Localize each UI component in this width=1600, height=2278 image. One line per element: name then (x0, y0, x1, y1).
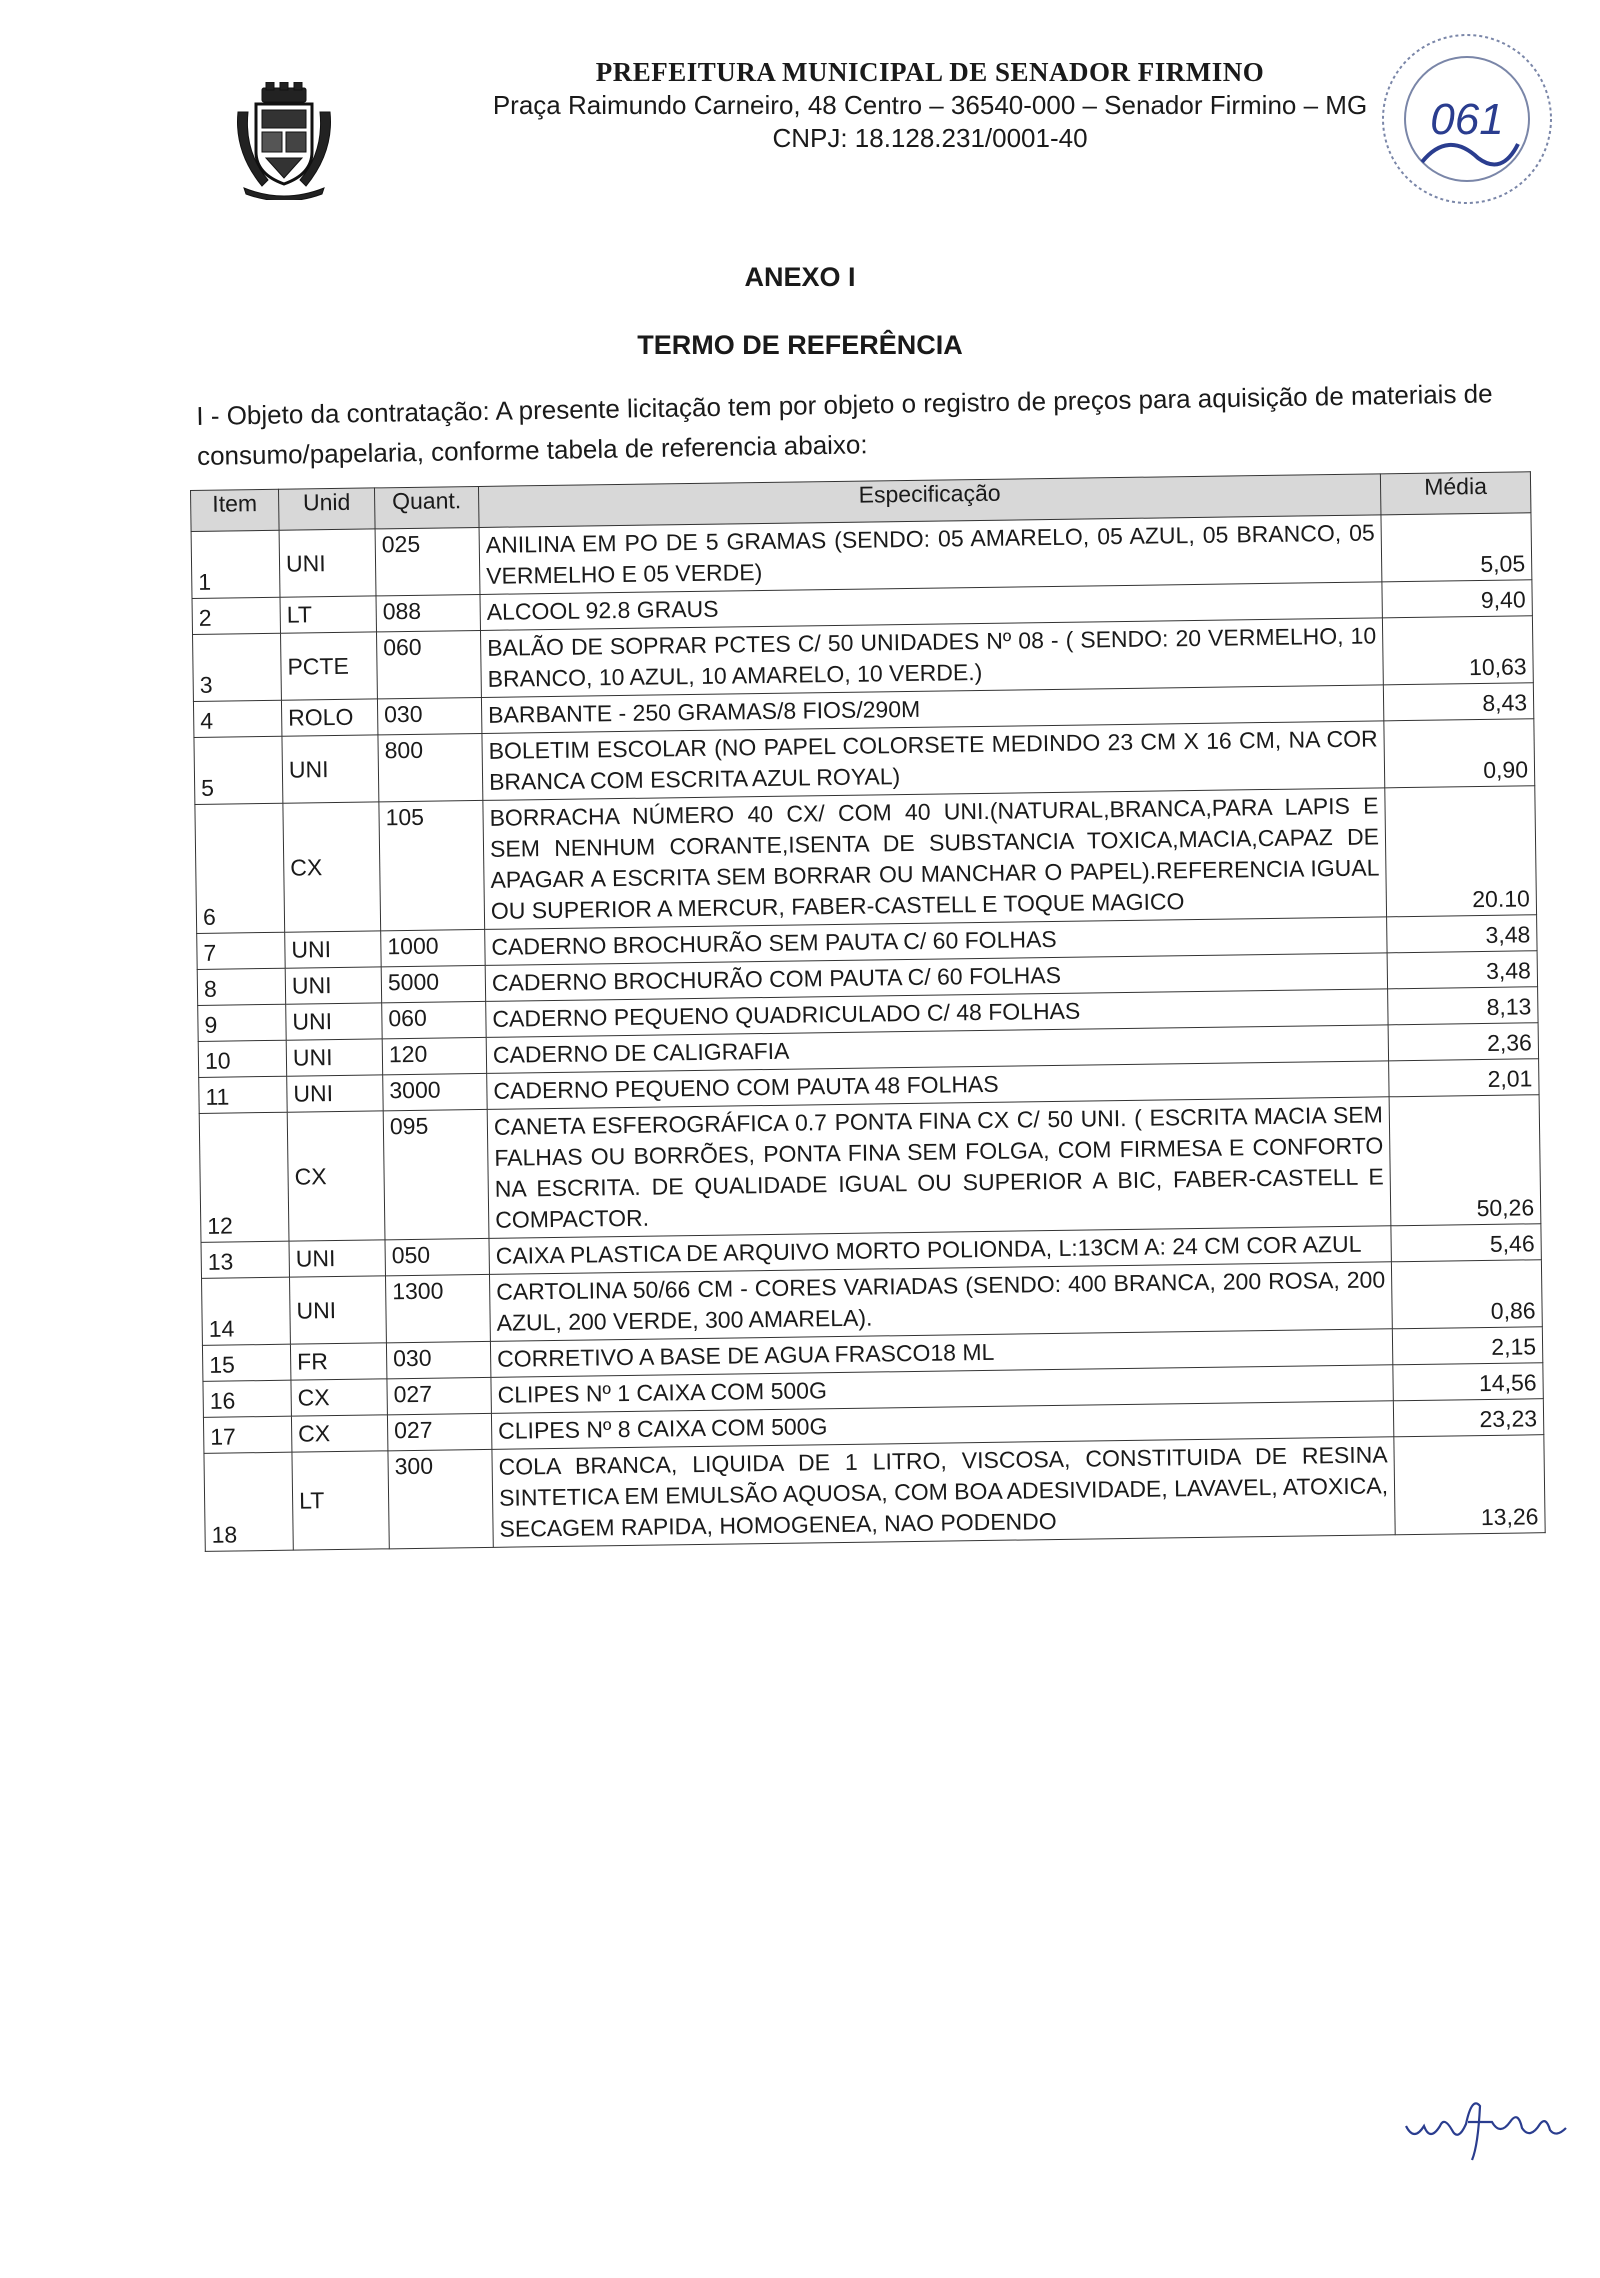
cell-quant: 120 (382, 1037, 486, 1074)
cell-spec: CADERNO PEQUENO COM PAUTA 48 FOLHAS (487, 1061, 1389, 1110)
stamp-number: 061 (1430, 95, 1504, 144)
cell-unid: CX (283, 802, 381, 932)
cell-unid: UNI (285, 967, 381, 1004)
cell-spec: CADERNO BROCHURÃO SEM PAUTA C/ 60 FOLHAS (485, 917, 1387, 966)
cell-item: 5 (194, 736, 283, 804)
cell-quant: 1000 (381, 929, 485, 966)
cell-quant: 800 (378, 733, 483, 801)
cell-quant: 030 (386, 1341, 490, 1378)
cell-spec: BARBANTE - 250 GRAMAS/8 FIOS/290M (481, 685, 1383, 734)
cell-unid: PCTE (281, 632, 378, 700)
cell-spec: BALÃO DE SOPRAR PCTES C/ 50 UNIDADES Nº 08 - ( SENDO: 20 VERMELHO, 10 BRANCO, 10 AZUL, 10 AMARELO, 10 VERDE.) (480, 618, 1383, 698)
cell-item: 6 (195, 803, 285, 933)
cell-quant: 027 (387, 1413, 491, 1450)
cell-unid: FR (290, 1343, 386, 1380)
reference-table (190, 471, 1546, 1552)
cell-spec: CLIPES Nº 8 CAIXA COM 500G (491, 1401, 1393, 1450)
cell-spec: ANILINA EM PO DE 5 GRAMAS (SENDO: 05 AMARELO, 05 AZUL, 05 BRANCO, 05 VERMELHO E 05 VERDE) (479, 515, 1382, 595)
cell-spec: CARTOLINA 50/66 CM - CORES VARIADAS (SENDO: 400 BRANCA, 200 ROSA, 200 AZUL, 200 VERDE, 300 AMARELA). (489, 1262, 1392, 1342)
cell-spec: CANETA ESFEROGRÁFICA 0.7 PONTA FINA CX C/ 50 UNI. ( ESCRITA MACIA SEM FALHAS OU BORRÕES, PONTA FINA SEM FOLGA, COM FIRMESA E CONFORTO NA ESCRITA. DE QUALIDADE IGUAL OU SUPERIOR A BIC, FABER-CASTELL E COMPACTOR. (487, 1097, 1391, 1239)
cell-unid: UNI (285, 931, 381, 968)
cell-media: 3,48 (1387, 951, 1537, 989)
cell-spec: CADERNO PEQUENO QUADRICULADO C/ 48 FOLHAS (486, 989, 1388, 1038)
cell-media: 8,13 (1388, 987, 1538, 1025)
cell-media: 14,56 (1393, 1363, 1543, 1401)
cell-quant: 060 (382, 1001, 486, 1038)
cell-item: 3 (193, 633, 282, 701)
doc-title: TERMO DE REFERÊNCIA (637, 330, 963, 360)
cell-item: 2 (192, 597, 280, 634)
cell-media: 50,26 (1389, 1095, 1541, 1226)
cell-media: 3,48 (1387, 915, 1537, 953)
col-header-quant: Quant. (374, 486, 479, 528)
cell-media: 23,23 (1393, 1399, 1543, 1437)
cell-unid: UNI (287, 1075, 383, 1112)
commission-stamp (1378, 30, 1556, 208)
cell-spec: COLA BRANCA, LIQUIDA DE 1 LITRO, VISCOSA, CONSTITUIDA DE RESINA SINTETICA EM EMULSÃO AQUOSA, COM BOA ADESIVIDADE, LAVAVEL, ATOXICA, SECAGEM RAPIDA, HOMOGENEA, NAO PODENDO (492, 1437, 1395, 1548)
cell-quant: 3000 (383, 1073, 487, 1110)
cell-item: 1 (191, 530, 280, 598)
cell-quant: 030 (377, 697, 481, 734)
cell-spec: CAIXA PLASTICA DE ARQUIVO MORTO POLIONDA, L:13CM A: 24 CM COR AZUL (489, 1226, 1391, 1275)
cell-item: 8 (197, 968, 285, 1005)
cell-item: 17 (203, 1416, 291, 1453)
cell-spec: CLIPES Nº 1 CAIXA COM 500G (491, 1365, 1393, 1414)
cell-unid: ROLO (281, 699, 377, 736)
cell-quant: 105 (379, 800, 485, 930)
cell-media: 20.10 (1385, 786, 1537, 917)
cell-media: 0,90 (1384, 719, 1535, 788)
cell-quant: 050 (385, 1238, 489, 1275)
letterhead (420, 56, 1440, 154)
cell-media: 2,01 (1389, 1059, 1539, 1097)
reference-table-wrapper (190, 471, 1545, 1552)
cell-item: 4 (193, 700, 281, 737)
cell-unid: UNI (289, 1240, 385, 1277)
cell-media: 9,40 (1382, 580, 1532, 618)
cell-unid: CX (291, 1415, 387, 1452)
cell-item: 14 (202, 1277, 291, 1345)
cell-quant: 027 (387, 1377, 491, 1414)
cell-media: 8,43 (1383, 683, 1533, 721)
annex-title: ANEXO I (744, 262, 856, 292)
col-header-media: Média (1380, 472, 1531, 515)
org-address: Praça Raimundo Carneiro, 48 Centro – 36540-000 – Senador Firmino – MG (492, 90, 1368, 120)
cell-unid: UNI (279, 529, 376, 597)
cell-quant: 5000 (381, 965, 485, 1002)
cell-spec: CORRETIVO A BASE DE AGUA FRASCO18 ML (490, 1329, 1392, 1378)
municipal-crest-icon (232, 82, 336, 200)
intro-paragraph: I - Objeto da contratação: A presente licitação tem por objeto o registro de preços para aquisição de materiais de consumo/papelaria, conforme tabela de referencia abaixo: (196, 378, 1493, 471)
cell-quant: 095 (383, 1109, 489, 1239)
cell-media: 2,36 (1388, 1023, 1538, 1061)
cell-quant: 300 (388, 1449, 493, 1548)
cell-item: 15 (202, 1344, 290, 1381)
cell-item: 18 (204, 1452, 293, 1551)
cell-spec: CADERNO DE CALIGRAFIA (486, 1025, 1388, 1074)
cell-item: 9 (198, 1004, 286, 1041)
col-header-spec: Especificação (478, 474, 1380, 528)
cell-media: 5,05 (1381, 513, 1532, 582)
cell-unid: UNI (286, 1039, 382, 1076)
cell-media: 2,15 (1392, 1327, 1542, 1365)
table-row (195, 786, 1537, 934)
cell-media: 13,26 (1394, 1435, 1545, 1535)
cell-unid: UNI (282, 735, 379, 803)
cell-media: 0,86 (1391, 1260, 1542, 1329)
cell-unid: CX (287, 1111, 385, 1241)
cell-quant: 1300 (385, 1274, 490, 1342)
cell-unid: CX (291, 1379, 387, 1416)
cell-quant: 060 (376, 630, 481, 698)
table-row (199, 1095, 1541, 1243)
cell-unid: UNI (286, 1003, 382, 1040)
cell-item: 7 (197, 932, 285, 969)
cell-item: 12 (199, 1112, 289, 1242)
col-header-unid: Unid (278, 488, 375, 530)
cell-media: 5,46 (1391, 1224, 1541, 1262)
org-cnpj: CNPJ: 18.128.231/0001-40 (772, 123, 1088, 153)
org-name: PREFEITURA MUNICIPAL DE SENADOR FIRMINO (595, 57, 1265, 87)
col-header-item: Item (191, 489, 280, 531)
cell-quant: 088 (376, 594, 480, 631)
cell-spec: CADERNO BROCHURÃO COM PAUTA C/ 60 FOLHAS (485, 953, 1387, 1002)
cell-item: 13 (201, 1241, 289, 1278)
cell-spec: ALCOOL 92.8 GRAUS (480, 582, 1382, 631)
cell-item: 11 (199, 1076, 287, 1113)
handwritten-signature (1400, 2086, 1570, 2166)
cell-item: 16 (203, 1380, 291, 1417)
cell-quant: 025 (375, 527, 480, 595)
cell-unid: UNI (290, 1276, 387, 1344)
table-row (204, 1435, 1545, 1552)
cell-unid: LT (292, 1451, 389, 1550)
cell-spec: BORRACHA NÚMERO 40 CX/ COM 40 UNI.(NATURAL,BRANCA,PARA LAPIS E SEM NENHUM CORANTE,ISENTA DE SUBSTANCIA TOXICA,MACIA,CAPAZ DE APAGAR A ESCRITA SEM BORRAR OU MANCHAR O PAPEL).REFERENCIA IGUAL OU SUPERIOR A MERCUR, FABER-CASTELL E TOQUE MAGICO (483, 788, 1387, 930)
cell-item: 10 (198, 1040, 286, 1077)
cell-unid: LT (280, 596, 376, 633)
cell-spec: BOLETIM ESCOLAR (NO PAPEL COLORSETE MEDINDO 23 CM X 16 CM, NA COR BRANCA COM ESCRITA AZUL ROYAL) (482, 721, 1385, 801)
cell-media: 10,63 (1382, 616, 1533, 685)
